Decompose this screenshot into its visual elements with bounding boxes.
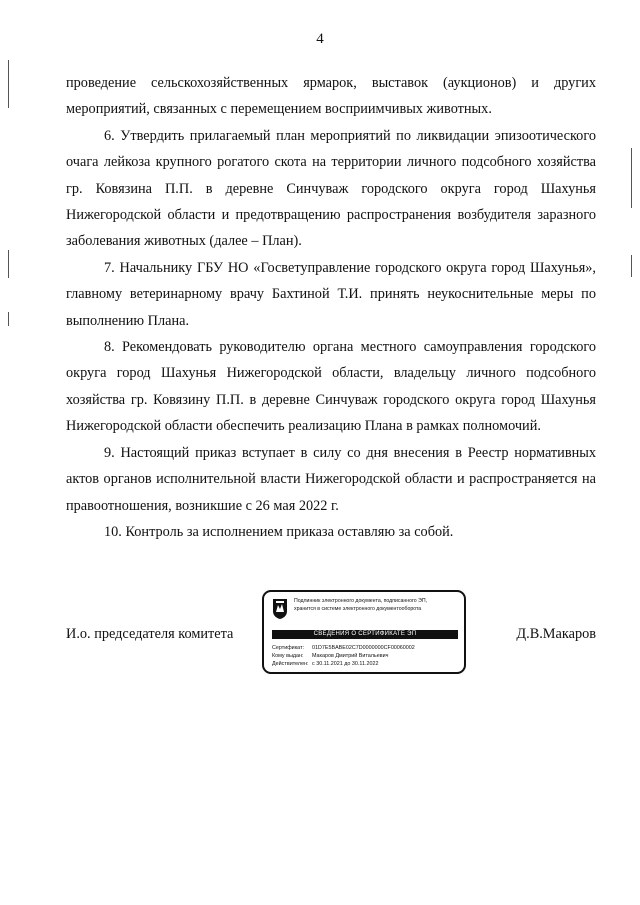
certificate-label: Сертификат: (272, 645, 305, 651)
valid-label: Действителен: (272, 661, 309, 667)
signatory-position: И.о. председателя комитета (66, 626, 234, 642)
paragraph-8: 8. Рекомендовать руководителю органа местного самоуправления городского округа город Шахунья Нижегородской области, владельцу личного подсобного хозяйства гр. Ковязину П.П. в деревне Синчуваж городского округа город Шахунья Нижегородской области обеспечить реализацию Плана в рамках полномочий. (66, 339, 596, 435)
paragraph-10: 10. Контроль за исполнением приказа оставляю за собой. (104, 523, 454, 540)
electronic-signature-stamp (262, 590, 466, 674)
paragraph-7: 7. Начальнику ГБУ НО «Госветуправление городского округа город Шахунья», главному ветеринарному врачу Бахтиной Т.И. принять неукоснительные меры по выполнению Плана. (66, 259, 596, 329)
document-body (66, 70, 596, 545)
paragraph-6: 6. Утвердить прилагаемый план мероприятий по ликвидации эпизоотического очага лейкоза крупного рогатого скота на территории личного подсобного хозяйства гр. Ковязина П.П. в деревне Синчуваж городского округа город Шахунья Нижегородской области и предотвращению распространения возбудителя заразного заболевания животных (далее – План). (66, 127, 596, 250)
issued-value: Макаров Дмитрий Витальевич (312, 653, 389, 659)
scan-mark-right-2 (631, 255, 632, 277)
paragraph-continuation: проведение сельскохозяйственных ярмарок, выставок (аукционов) и других мероприятий, связанных с перемещением восприимчивых животных. (66, 75, 596, 118)
stamp-certificate-row (272, 645, 415, 651)
stamp-valid-row (272, 661, 379, 667)
certificate-value: 01D7E5BABE02C7D0000000CF00060002 (312, 645, 415, 651)
valid-value: с 30.11.2021 до 30.11.2022 (312, 661, 379, 667)
stamp-line-1: Подлинник электронного документа, подписанного ЭП, (294, 598, 428, 604)
issued-label: Кому выдан: (272, 653, 304, 659)
scan-mark-right-1 (631, 148, 632, 208)
coat-of-arms-icon (272, 598, 288, 620)
signatory-name: Д.В.Макаров (516, 626, 596, 642)
stamp-certificate-header: СВЕДЕНИЯ О СЕРТИФИКАТЕ ЭП (272, 630, 458, 639)
scan-mark-left-1 (8, 60, 9, 108)
scan-mark-left-2 (8, 250, 9, 278)
paragraph-9: 9. Настоящий приказ вступает в силу со дня внесения в Реестр нормативных актов органов исполнительной власти Нижегородской области и распространяется на правоотношения, возникшие с 26 мая 2022 г. (66, 444, 596, 514)
page-number: 4 (316, 31, 324, 47)
stamp-line-2: хранится в системе электронного документооборота (294, 606, 422, 612)
scan-mark-left-3 (8, 312, 9, 326)
stamp-issued-row (272, 653, 388, 659)
